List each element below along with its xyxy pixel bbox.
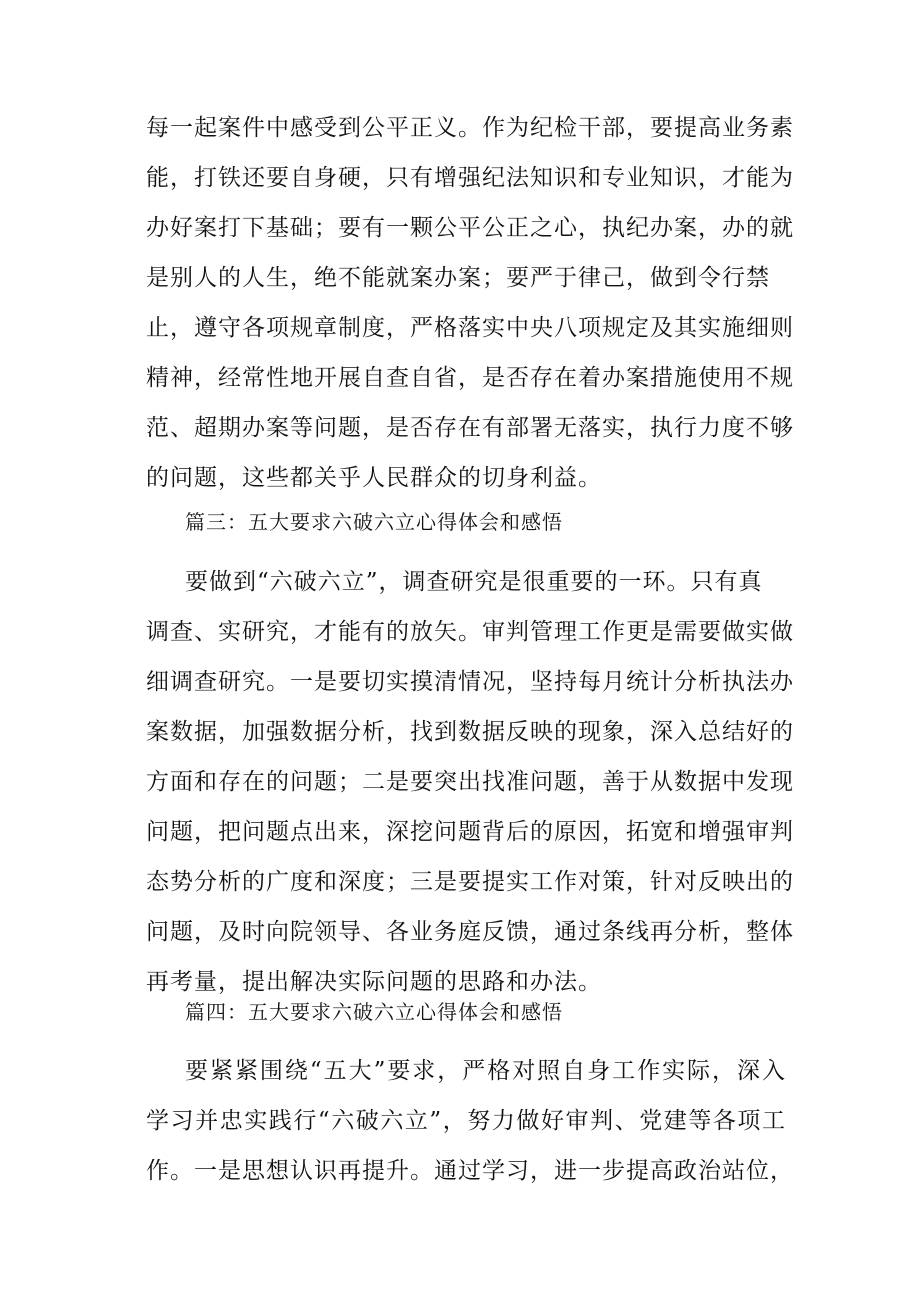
- paragraph-2-line-9: 再考量，提出解决实际问题的思路和办法。: [146, 969, 602, 995]
- paragraph-1-line-8: 的问题，这些都关乎人民群众的切身利益。: [146, 465, 602, 491]
- paragraph-2-line-7: 态势分析的广度和深度；三是要提实工作对策，针对反映出的: [146, 869, 794, 895]
- paragraph-2-line-2: 调查、实研究，才能有的放矢。审判管理工作更是需要做实做: [146, 619, 794, 645]
- section-heading-3: 篇三：五大要求六破六立心得体会和感悟: [185, 510, 563, 534]
- paragraph-2-line-3: 细调查研究。一是要切实摸清情况，坚持每月统计分析执法办: [146, 669, 794, 695]
- paragraph-2-line-4: 案数据，加强数据分析，找到数据反映的现象，深入总结好的: [146, 719, 794, 745]
- paragraph-1-line-3: 办好案打下基础；要有一颗公平公正之心，执纪办案，办的就: [146, 215, 794, 241]
- paragraph-3-line-1: 要紧紧围绕“五大”要求，严格对照自身工作实际，深入: [185, 1058, 786, 1084]
- paragraph-1-line-5: 止，遵守各项规章制度，严格落实中央八项规定及其实施细则: [146, 315, 794, 341]
- section-heading-4: 篇四：五大要求六破六立心得体会和感悟: [185, 1000, 563, 1024]
- paragraph-2-line-5: 方面和存在的问题；二是要突出找准问题，善于从数据中发现: [146, 769, 794, 795]
- paragraph-2-line-8: 问题，及时向院领导、各业务庭反馈，通过条线再分析，整体: [146, 919, 794, 945]
- paragraph-1-line-2: 能，打铁还要自身硬，只有增强纪法知识和专业知识，才能为: [146, 165, 794, 191]
- paragraph-1-line-6: 精神，经常性地开展自查自省，是否存在着办案措施使用不规: [146, 365, 794, 391]
- paragraph-1-line-4: 是别人的人生，绝不能就案办案；要严于律己，做到令行禁: [146, 265, 770, 291]
- paragraph-2-line-6: 问题，把问题点出来，深挖问题背后的原因，拓宽和增强审判: [146, 819, 794, 845]
- paragraph-1-line-1: 每一起案件中感受到公平正义。作为纪检干部，要提高业务素: [146, 115, 794, 141]
- paragraph-2-line-1: 要做到“六破六立”，调查研究是很重要的一环。只有真: [185, 569, 763, 595]
- paragraph-1-line-7: 范、超期办案等问题，是否存在有部署无落实，执行力度不够: [146, 415, 794, 441]
- paragraph-3-line-2: 学习并忠实践行“六破六立”，努力做好审判、党建等各项工: [146, 1108, 786, 1134]
- paragraph-3-line-3: 作。一是思想认识再提升。通过学习，进一步提高政治站位，: [146, 1158, 794, 1184]
